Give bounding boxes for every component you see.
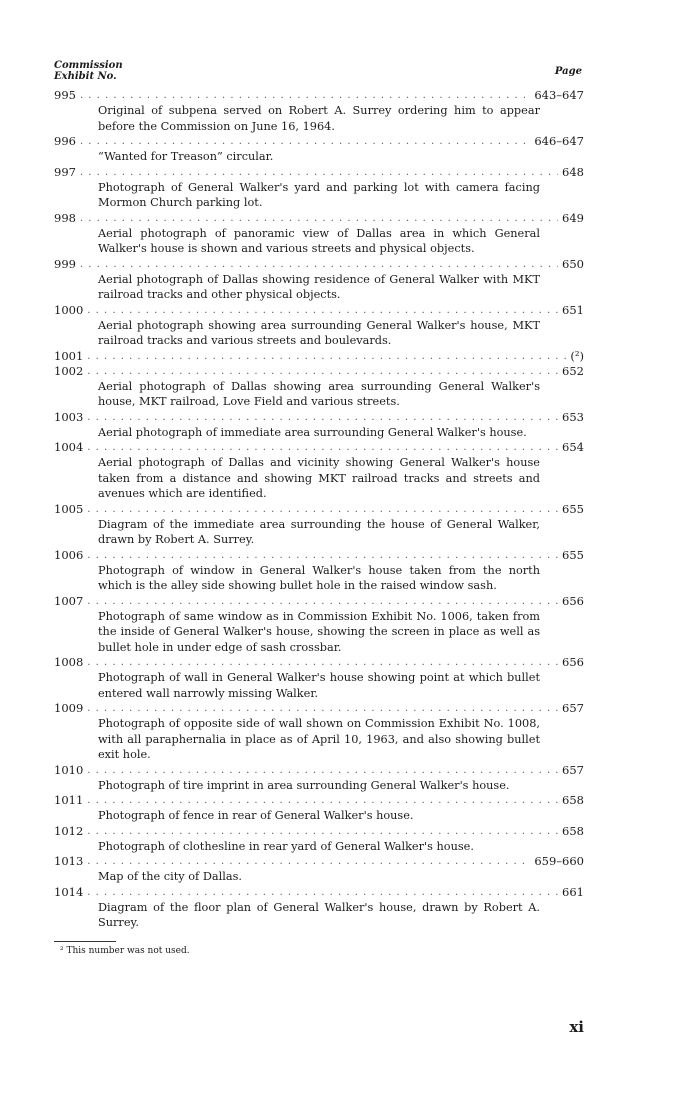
exhibit-number: 1005 — [54, 501, 84, 516]
entry-row — [54, 763, 584, 778]
exhibit-number: 995 — [54, 88, 76, 102]
dot-leader — [87, 763, 558, 778]
exhibit-entry — [54, 364, 584, 410]
dot-leader — [80, 165, 558, 180]
page-number: 653 — [562, 409, 584, 424]
exhibit-description: Aerial photograph of panoramic view of Dallas area in which General Walker's house is shown and various streets and physical objects. — [98, 226, 540, 255]
exhibit-entry — [54, 502, 584, 548]
exhibit-entry — [54, 655, 584, 701]
exhibit-description: Aerial photograph of Dallas showing residence of General Walker with MKT railroad tracks and other physical objects. — [98, 272, 540, 301]
column-header — [54, 60, 584, 88]
entry-row — [54, 824, 584, 839]
exhibit-column-heading — [54, 60, 123, 82]
exhibit-description: Aerial photograph of immediate area surrounding General Walker's house. — [98, 425, 527, 439]
exhibit-number: 1007 — [54, 593, 84, 608]
exhibit-number: 1006 — [54, 547, 84, 562]
exhibit-number: 1004 — [54, 440, 84, 454]
page-number: 648 — [562, 164, 584, 179]
dot-leader — [87, 410, 558, 425]
entry-row — [54, 854, 584, 869]
page-number: 658 — [562, 793, 584, 807]
entry-row — [54, 793, 584, 808]
exhibit-entry — [54, 854, 584, 885]
exhibit-description: Aerial photograph of Dallas and vicinity showing General Walker's house taken from a distance and showing MKT railroad tracks and streets and avenues which are identified. — [98, 456, 540, 500]
entry-row — [54, 594, 584, 609]
page-number: 654 — [562, 440, 584, 454]
exhibit-number: 999 — [54, 256, 76, 271]
exhibit-description: Diagram of the floor plan of General Walker's house, drawn by Robert A. Surrey. — [98, 900, 540, 929]
exhibit-entry — [54, 211, 584, 257]
exhibit-number: 998 — [54, 210, 76, 225]
dot-leader — [87, 349, 566, 364]
dot-leader — [87, 824, 558, 839]
page-number: 656 — [562, 593, 584, 608]
entry-row — [54, 364, 584, 379]
exhibit-number: 1009 — [54, 701, 84, 715]
page-number: 656 — [562, 655, 584, 669]
entry-row — [54, 440, 584, 455]
exhibit-entry — [54, 548, 584, 594]
exhibit-number: 1014 — [54, 884, 84, 899]
exhibit-description: Aerial photograph of Dallas showing area surrounding General Walker's house, MKT railroad, Love Field and various streets. — [98, 379, 540, 408]
dot-leader — [87, 502, 558, 517]
exhibit-entry — [54, 701, 584, 763]
exhibit-entry — [54, 763, 584, 794]
exhibit-number: 1010 — [54, 762, 84, 777]
page-number: 657 — [562, 701, 584, 715]
page-number: 657 — [562, 762, 584, 777]
entry-row — [54, 303, 584, 318]
entry-row — [54, 548, 584, 563]
entry-row — [54, 502, 584, 517]
dot-leader — [87, 594, 558, 609]
page-number: 658 — [562, 823, 584, 838]
exhibit-entry — [54, 885, 584, 931]
exhibit-entry — [54, 410, 584, 441]
page-number: 659–660 — [534, 854, 584, 868]
dot-leader — [87, 793, 558, 808]
dot-leader — [87, 655, 558, 670]
page-number: (²) — [570, 348, 584, 363]
exhibit-entry — [54, 165, 584, 211]
footnote: ² This number was not used. — [60, 945, 190, 956]
heading-line-1: Commission — [54, 60, 123, 71]
exhibit-number: 1012 — [54, 823, 84, 838]
exhibit-description: Original of subpena served on Robert A. Surrey ordering him to appear before the Commission on June 16, 1964. — [98, 104, 540, 133]
entry-row — [54, 410, 584, 425]
exhibit-number: 1008 — [54, 655, 84, 669]
exhibit-number: 1000 — [54, 302, 84, 317]
entry-row — [54, 655, 584, 670]
entry-row — [54, 257, 584, 272]
exhibit-entry — [54, 793, 584, 824]
exhibit-description: Photograph of fence in rear of General Walker's house. — [98, 809, 414, 822]
exhibit-description: Photograph of window in General Walker's house taken from the north which is the alley side showing bullet hole in the raised window sash. — [98, 563, 540, 592]
entry-row — [54, 211, 584, 226]
page-column-heading: Page — [554, 66, 582, 77]
exhibit-description: Diagram of the immediate area surrounding the house of General Walker, drawn by Robert A. Surrey. — [98, 517, 540, 546]
exhibit-description: Photograph of clothesline in rear yard of General Walker's house. — [98, 839, 474, 853]
exhibit-number: 1013 — [54, 854, 84, 868]
heading-line-2: Exhibit No. — [54, 71, 117, 82]
page-folio: xi — [569, 1018, 584, 1036]
exhibit-description: Aerial photograph showing area surrounding General Walker's house, MKT railroad tracks and various streets and boulevards. — [98, 318, 540, 347]
exhibit-number: 997 — [54, 164, 76, 179]
dot-leader — [87, 364, 558, 379]
page-number: 652 — [562, 363, 584, 378]
page-number: 646–647 — [534, 134, 584, 148]
entry-row — [54, 88, 584, 103]
exhibit-entry — [54, 134, 584, 165]
exhibit-entry — [54, 824, 584, 855]
exhibit-number: 1011 — [54, 793, 84, 807]
exhibit-description: Photograph of wall in General Walker's house showing point at which bullet entered wall narrowly missing Walker. — [98, 671, 540, 700]
page-number: 655 — [562, 547, 584, 562]
page-number: 650 — [562, 256, 584, 271]
entry-row — [54, 885, 584, 900]
dot-leader — [87, 303, 558, 318]
dot-leader — [87, 701, 558, 716]
page-number: 651 — [562, 302, 584, 317]
exhibit-number: 1001 — [54, 348, 84, 363]
page-number: 655 — [562, 501, 584, 516]
entry-row — [54, 701, 584, 716]
exhibit-entry — [54, 257, 584, 303]
dot-leader — [87, 548, 558, 563]
dot-leader — [87, 854, 530, 869]
page-number: 649 — [562, 210, 584, 225]
page-number: 643–647 — [534, 88, 584, 102]
dot-leader — [80, 88, 530, 103]
exhibit-description: “Wanted for Treason” circular. — [98, 150, 274, 163]
dot-leader — [80, 211, 558, 226]
exhibit-description: Map of the city of Dallas. — [98, 870, 242, 883]
exhibit-number: 1002 — [54, 363, 84, 378]
dot-leader — [80, 257, 558, 272]
exhibit-entry — [54, 440, 584, 502]
exhibit-description: Photograph of opposite side of wall shown on Commission Exhibit No. 1008, with all paraphernalia in place as of April 10, 1963, and also showing bullet exit hole. — [98, 717, 540, 761]
exhibit-number: 1003 — [54, 409, 84, 424]
exhibit-entry — [54, 303, 584, 349]
dot-leader — [87, 885, 558, 900]
exhibit-entry — [54, 594, 584, 656]
exhibit-number: 996 — [54, 134, 76, 148]
exhibit-entry — [54, 349, 584, 364]
exhibit-description: Photograph of same window as in Commission Exhibit No. 1006, taken from the inside of General Walker's house, showing the screen in place as well as bullet hole in under edge of sash crossbar. — [98, 609, 540, 654]
entry-row — [54, 349, 584, 364]
index-page — [54, 60, 584, 956]
entry-row — [54, 134, 584, 149]
page-number: 661 — [562, 884, 584, 899]
dot-leader — [80, 134, 530, 149]
entry-row — [54, 165, 584, 180]
exhibit-list — [54, 88, 584, 931]
footnote-rule — [54, 941, 116, 942]
exhibit-description: Photograph of General Walker's yard and parking lot with camera facing Mormon Church parking lot. — [98, 180, 540, 209]
exhibit-entry — [54, 88, 584, 134]
dot-leader — [87, 440, 558, 455]
exhibit-description: Photograph of tire imprint in area surrounding General Walker's house. — [98, 778, 510, 792]
